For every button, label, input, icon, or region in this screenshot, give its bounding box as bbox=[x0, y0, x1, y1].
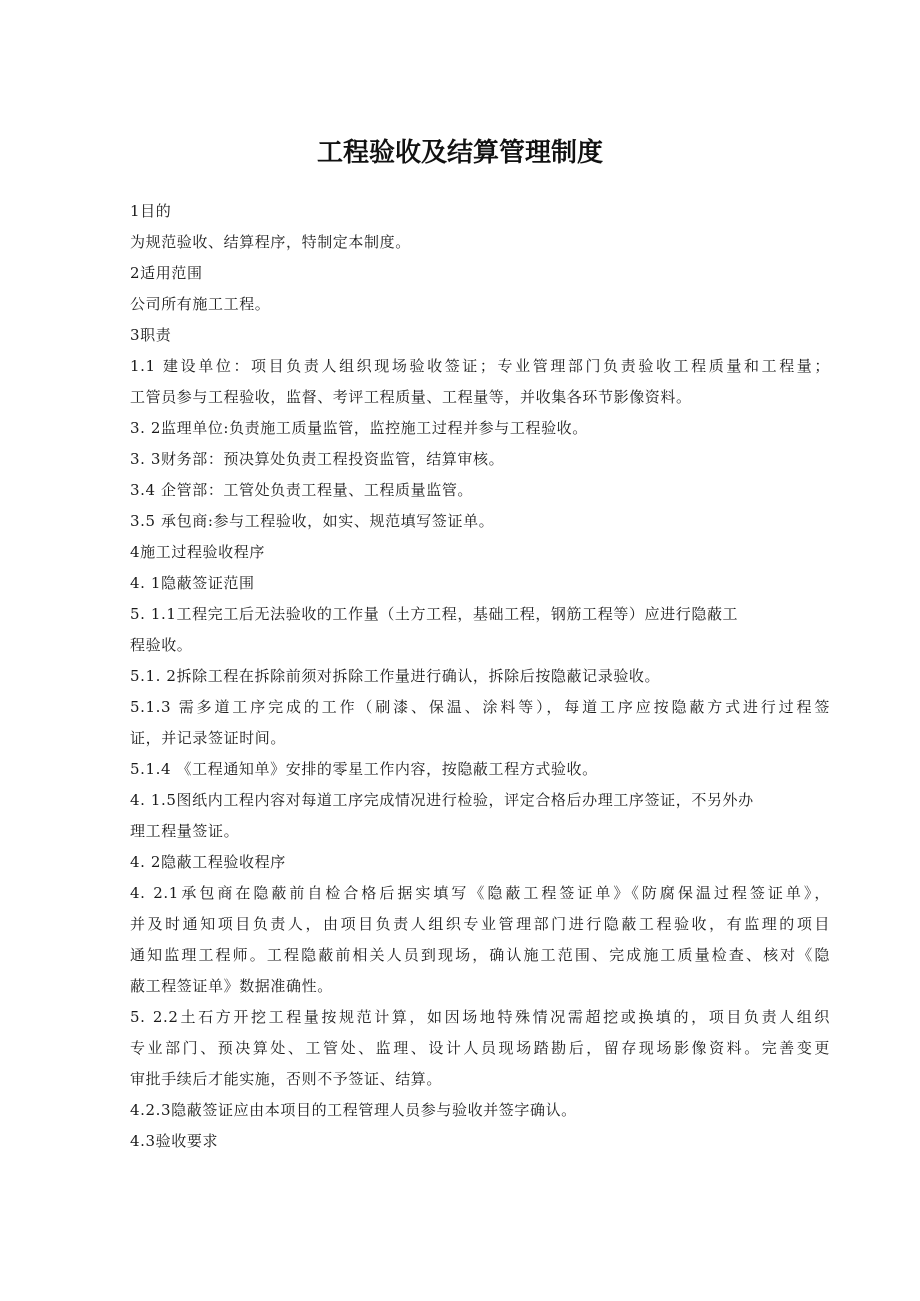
paragraph-line: 4. 1隐蔽签证范围 bbox=[130, 574, 255, 592]
paragraph-line: 3. 3财务部：预决算处负责工程投资监管，结算审核。 bbox=[130, 450, 505, 468]
document-body bbox=[130, 196, 830, 1157]
paragraph-line: 5. 2.2土石方开挖工程量按规范计算，如因场地特殊情况需超挖或换填的，项目负责人组织 bbox=[130, 1008, 830, 1026]
paragraph-line: 蔽工程签证单》数据准确性。 bbox=[130, 977, 333, 995]
paragraph-line: 4.2.3隐蔽签证应由本项目的工程管理人员参与验收并签字确认。 bbox=[130, 1101, 577, 1119]
paragraph-line: 3.5 承包商:参与工程验收，如实、规范填写签证单。 bbox=[130, 512, 495, 530]
paragraph-line: 工管员参与工程验收，监督、考评工程质量、工程量等，并收集各环节影像资料。 bbox=[130, 388, 692, 406]
paragraph-line: 5. 1.1工程完工后无法验收的工作量（土方工程，基础工程，钢筋工程等）应进行隐蔽工 bbox=[130, 605, 739, 623]
paragraph-line: 4施工过程验收程序 bbox=[130, 543, 265, 561]
document-title: 工程验收及结算管理制度 bbox=[316, 138, 603, 168]
paragraph-line: 5.1.3 需多道工序完成的工作（刷漆、保温、涂料等），每道工序应按隐蔽方式进行过程签 bbox=[130, 698, 830, 716]
paragraph-line: 专业部门、预决算处、工管处、监理、设计人员现场踏勘后，留存现场影像资料。完善变更 bbox=[130, 1039, 830, 1057]
paragraph-line: 5.1.4 《工程通知单》安排的零星工作内容，按隐蔽工程方式验收。 bbox=[130, 760, 598, 778]
paragraph-line: 4. 2.1承包商在隐蔽前自检合格后据实填写《隐蔽工程签证单》《防腐保温过程签证单》， bbox=[130, 884, 830, 902]
paragraph-line: 2适用范围 bbox=[130, 264, 203, 282]
paragraph-line: 证，并记录签证时间。 bbox=[130, 729, 287, 747]
paragraph-line: 4. 2隐蔽工程验收程序 bbox=[130, 853, 286, 871]
paragraph-line: 为规范验收、结算程序，特制定本制度。 bbox=[130, 233, 411, 251]
paragraph-line: 1目的 bbox=[130, 202, 172, 220]
paragraph-line: 程验收。 bbox=[130, 636, 193, 654]
paragraph-line: 3.4 企管部：工管处负责工程量、工程质量监管。 bbox=[130, 481, 474, 499]
paragraph-line: 4.3验收要求 bbox=[130, 1132, 219, 1150]
paragraph-line: 1.1 建设单位：项目负责人组织现场验收签证；专业管理部门负责验收工程质量和工程量； bbox=[130, 357, 830, 375]
paragraph-line: 3职责 bbox=[130, 326, 172, 344]
paragraph-line: 审批手续后才能实施，否则不予签证、结算。 bbox=[130, 1070, 443, 1088]
paragraph-line: 理工程量签证。 bbox=[130, 822, 240, 840]
paragraph-line: 并及时通知项目负责人，由项目负责人组织专业管理部门进行隐蔽工程验收，有监理的项目 bbox=[130, 915, 830, 933]
paragraph-line: 3. 2监理单位:负责施工质量监管，监控施工过程并参与工程验收。 bbox=[130, 419, 588, 437]
paragraph-line: 公司所有施工工程。 bbox=[130, 295, 271, 313]
paragraph-line: 5.1. 2拆除工程在拆除前须对拆除工作量进行确认，拆除后按隐蔽记录验收。 bbox=[130, 667, 661, 685]
paragraph-line: 4. 1.5图纸内工程内容对每道工序完成情况进行检验，评定合格后办理工序签证，不另外办 bbox=[130, 791, 754, 809]
paragraph-line: 通知监理工程师。工程隐蔽前相关人员到现场，确认施工范围、完成施工质量检查、核对《隐 bbox=[130, 946, 830, 964]
